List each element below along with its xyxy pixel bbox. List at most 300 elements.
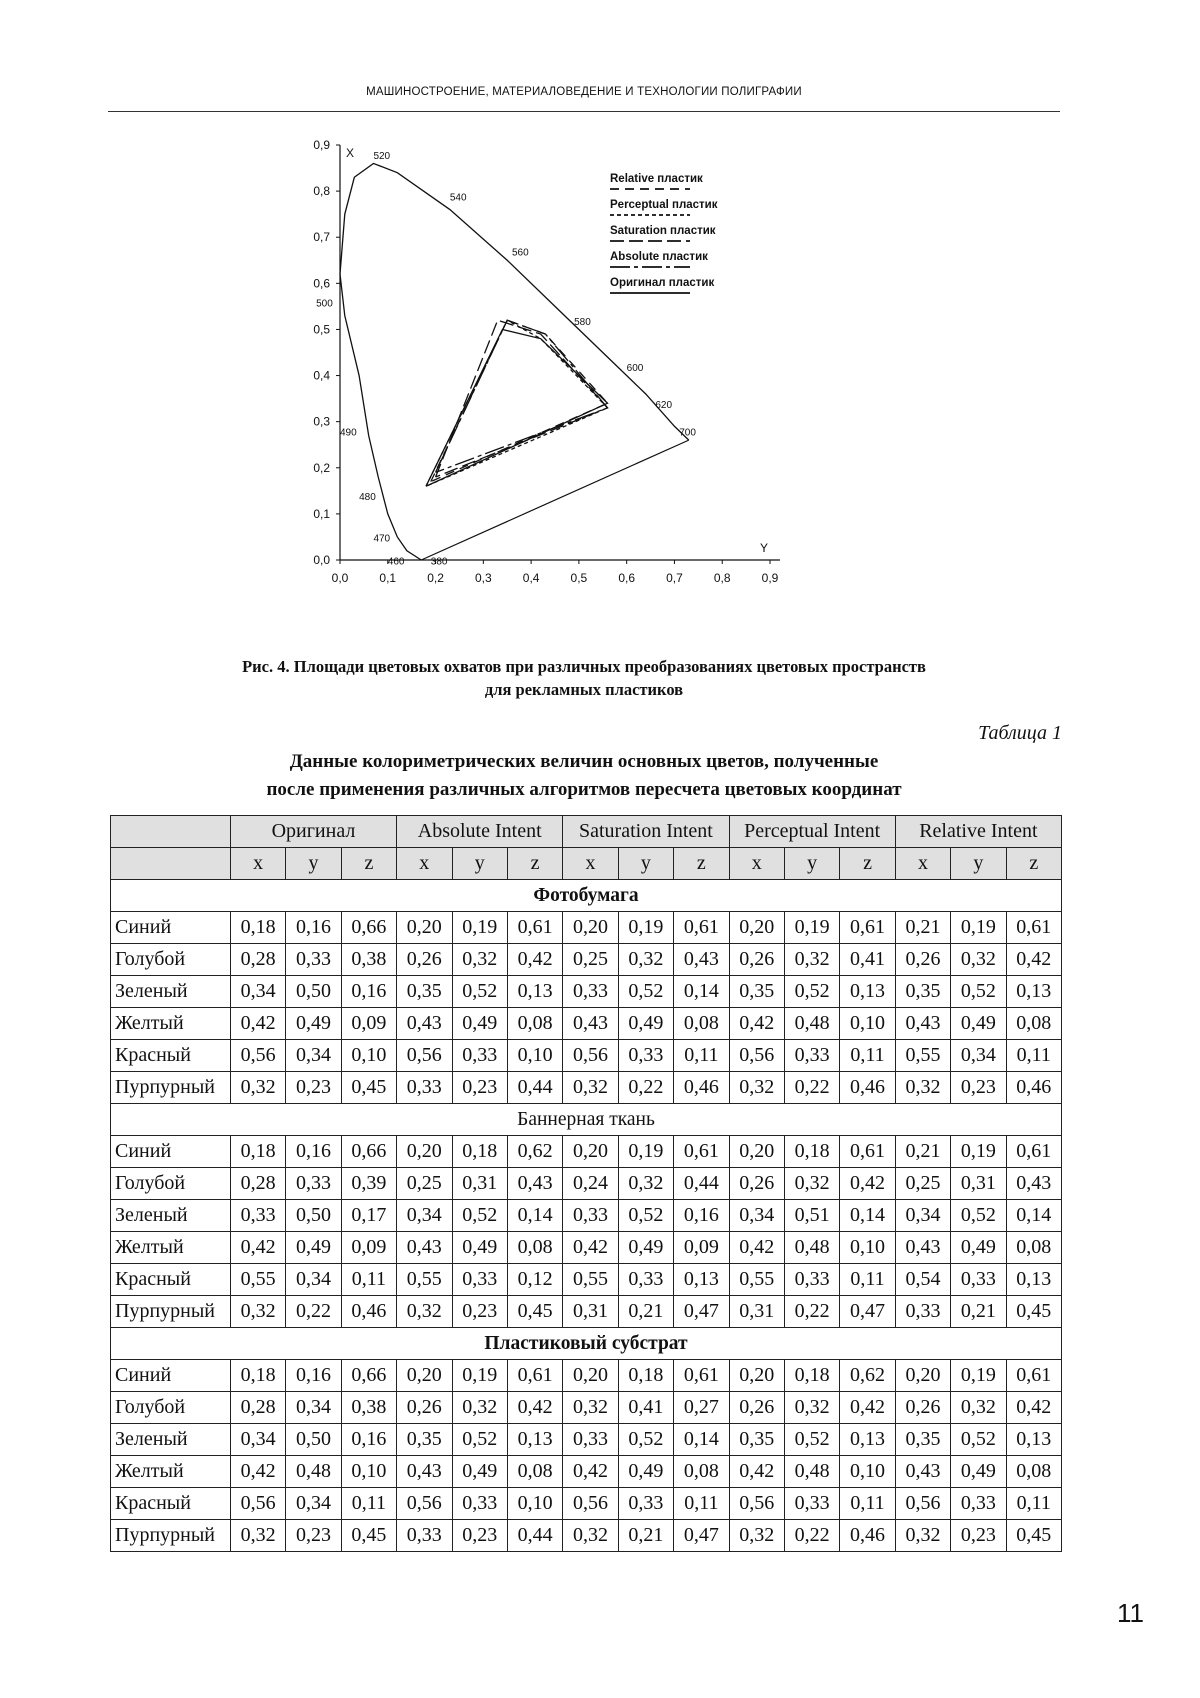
gamut-series-line (431, 320, 608, 481)
value-cell: 0,33 (784, 1264, 839, 1296)
value-cell: 0,11 (840, 1264, 895, 1296)
value-cell: 0,35 (397, 976, 452, 1008)
value-cell: 0,13 (1006, 1424, 1061, 1456)
value-cell: 0,66 (341, 1136, 396, 1168)
value-cell: 0,32 (452, 1392, 507, 1424)
group-header: Absolute Intent (397, 816, 563, 848)
value-cell: 0,23 (286, 1072, 341, 1104)
value-cell: 0,42 (1006, 1392, 1061, 1424)
purple-line (421, 440, 689, 560)
value-cell: 0,35 (729, 1424, 784, 1456)
value-cell: 0,10 (840, 1456, 895, 1488)
color-name-cell: Голубой (111, 1168, 231, 1200)
x-axis-title: Y (760, 541, 769, 555)
value-cell: 0,21 (951, 1296, 1006, 1328)
table-body (111, 880, 1062, 1552)
value-cell: 0,56 (563, 1488, 618, 1520)
axis-header: y (452, 848, 507, 880)
value-cell: 0,19 (951, 1360, 1006, 1392)
value-cell: 0,43 (397, 1456, 452, 1488)
color-name-cell: Зеленый (111, 1424, 231, 1456)
figure-caption (108, 655, 1060, 701)
y-tick-label: 0,0 (313, 553, 330, 567)
table-head (111, 816, 1062, 880)
color-name-cell: Голубой (111, 1392, 231, 1424)
group-header: Saturation Intent (563, 816, 729, 848)
y-tick-label: 0,3 (313, 414, 330, 429)
value-cell: 0,55 (397, 1264, 452, 1296)
value-cell: 0,14 (1006, 1200, 1061, 1232)
value-cell: 0,49 (951, 1232, 1006, 1264)
value-cell: 0,32 (729, 1520, 784, 1552)
value-cell: 0,49 (286, 1008, 341, 1040)
color-name-cell: Голубой (111, 944, 231, 976)
value-cell: 0,52 (951, 1200, 1006, 1232)
table-title-line-1: Данные колориметрических величин основных цветов, полученные (289, 751, 879, 772)
value-cell: 0,47 (674, 1520, 729, 1552)
value-cell: 0,25 (895, 1168, 950, 1200)
value-cell: 0,22 (286, 1296, 341, 1328)
value-cell: 0,34 (895, 1200, 950, 1232)
y-tick-label: 0,8 (313, 184, 330, 199)
value-cell: 0,35 (895, 1424, 950, 1456)
table-row (111, 1040, 1062, 1072)
axis-header: z (674, 848, 729, 880)
value-cell: 0,24 (563, 1168, 618, 1200)
value-cell: 0,13 (507, 1424, 562, 1456)
value-cell: 0,33 (563, 1200, 618, 1232)
value-cell: 0,33 (452, 1264, 507, 1296)
group-header: Perceptual Intent (729, 816, 895, 848)
value-cell: 0,18 (230, 1360, 285, 1392)
value-cell: 0,48 (784, 1456, 839, 1488)
table-row (111, 1200, 1062, 1232)
value-cell: 0,61 (507, 912, 562, 944)
value-cell: 0,11 (1006, 1040, 1061, 1072)
color-name-cell: Синий (111, 912, 231, 944)
value-cell: 0,21 (618, 1296, 673, 1328)
wavelength-label: 560 (512, 247, 529, 259)
value-cell: 0,49 (286, 1232, 341, 1264)
value-cell: 0,28 (230, 1168, 285, 1200)
value-cell: 0,13 (1006, 1264, 1061, 1296)
value-cell: 0,52 (951, 1424, 1006, 1456)
spectral-locus-curve (340, 163, 689, 560)
table-row (111, 912, 1062, 944)
value-cell: 0,33 (230, 1200, 285, 1232)
x-tick-label: 0,2 (427, 571, 444, 585)
value-cell: 0,22 (618, 1072, 673, 1104)
x-tick-label: 0,5 (570, 571, 588, 585)
value-cell: 0,19 (452, 1360, 507, 1392)
value-cell: 0,34 (286, 1392, 341, 1424)
section-title: Фотобумага (111, 880, 1062, 912)
value-cell: 0,08 (1006, 1456, 1061, 1488)
value-cell: 0,42 (840, 1392, 895, 1424)
axis-header: x (895, 848, 950, 880)
value-cell: 0,56 (729, 1488, 784, 1520)
value-cell: 0,14 (507, 1200, 562, 1232)
value-cell: 0,49 (452, 1008, 507, 1040)
value-cell: 0,11 (1006, 1488, 1061, 1520)
wavelength-label: 600 (626, 362, 644, 374)
value-cell: 0,11 (840, 1488, 895, 1520)
value-cell: 0,32 (397, 1296, 452, 1328)
wavelength-label: 620 (655, 399, 673, 411)
value-cell: 0,33 (618, 1040, 673, 1072)
table-row (111, 1520, 1062, 1552)
wavelength-label: 540 (449, 192, 467, 204)
value-cell: 0,08 (507, 1008, 562, 1040)
value-cell: 0,55 (563, 1264, 618, 1296)
value-cell: 0,49 (951, 1008, 1006, 1040)
value-cell: 0,09 (674, 1232, 729, 1264)
y-tick-label: 0,9 (313, 140, 330, 152)
gamut-series-line (426, 329, 608, 486)
value-cell: 0,23 (286, 1520, 341, 1552)
value-cell: 0,33 (452, 1040, 507, 1072)
value-cell: 0,31 (563, 1296, 618, 1328)
value-cell: 0,61 (507, 1360, 562, 1392)
value-cell: 0,26 (729, 1392, 784, 1424)
value-cell: 0,20 (397, 1360, 452, 1392)
value-cell: 0,33 (618, 1488, 673, 1520)
value-cell: 0,48 (784, 1232, 839, 1264)
y-tick-label: 0,5 (313, 322, 330, 337)
value-cell: 0,08 (1006, 1232, 1061, 1264)
value-cell: 0,32 (618, 1168, 673, 1200)
value-cell: 0,32 (230, 1072, 285, 1104)
y-tick-label: 0,7 (313, 230, 330, 245)
axis-header: z (507, 848, 562, 880)
value-cell: 0,48 (784, 1008, 839, 1040)
value-cell: 0,31 (729, 1296, 784, 1328)
value-cell: 0,33 (452, 1488, 507, 1520)
value-cell: 0,44 (507, 1520, 562, 1552)
value-cell: 0,32 (895, 1520, 950, 1552)
value-cell: 0,26 (895, 944, 950, 976)
value-cell: 0,52 (784, 976, 839, 1008)
value-cell: 0,42 (507, 1392, 562, 1424)
value-cell: 0,08 (507, 1456, 562, 1488)
value-cell: 0,46 (840, 1520, 895, 1552)
value-cell: 0,34 (286, 1264, 341, 1296)
value-cell: 0,32 (563, 1072, 618, 1104)
value-cell: 0,49 (951, 1456, 1006, 1488)
axis-header: y (951, 848, 1006, 880)
table-row (111, 1360, 1062, 1392)
value-cell: 0,10 (507, 1040, 562, 1072)
value-cell: 0,20 (397, 912, 452, 944)
y-tick-label: 0,4 (313, 368, 330, 383)
value-cell: 0,16 (674, 1200, 729, 1232)
value-cell: 0,43 (674, 944, 729, 976)
x-tick-label: 0,4 (522, 571, 540, 585)
value-cell: 0,11 (674, 1488, 729, 1520)
value-cell: 0,52 (452, 1424, 507, 1456)
table-row (111, 976, 1062, 1008)
figure-caption-line-1: Рис. 4. Площади цветовых охватов при различных преобразованиях цветовых пространств (242, 657, 926, 676)
value-cell: 0,32 (784, 944, 839, 976)
value-cell: 0,28 (230, 1392, 285, 1424)
y-tick-label: 0,6 (313, 276, 330, 291)
value-cell: 0,41 (618, 1392, 673, 1424)
value-cell: 0,55 (230, 1264, 285, 1296)
running-header: МАШИНОСТРОЕНИЕ, МАТЕРИАЛОВЕДЕНИЕ И ТЕХНОЛОГИИ ПОЛИГРАФИИ (366, 86, 802, 98)
value-cell: 0,62 (840, 1360, 895, 1392)
value-cell: 0,32 (784, 1392, 839, 1424)
axis-header: x (729, 848, 784, 880)
value-cell: 0,19 (784, 912, 839, 944)
value-cell: 0,32 (951, 1392, 1006, 1424)
value-cell: 0,17 (341, 1200, 396, 1232)
wavelength-label: 380 (430, 556, 448, 568)
value-cell: 0,10 (341, 1040, 396, 1072)
value-cell: 0,28 (230, 944, 285, 976)
value-cell: 0,22 (784, 1520, 839, 1552)
value-cell: 0,61 (674, 1360, 729, 1392)
color-name-cell: Зеленый (111, 1200, 231, 1232)
value-cell: 0,43 (895, 1232, 950, 1264)
value-cell: 0,41 (840, 944, 895, 976)
value-cell: 0,21 (618, 1520, 673, 1552)
x-tick-label: 0,7 (666, 571, 683, 585)
value-cell: 0,43 (397, 1008, 452, 1040)
value-cell: 0,45 (1006, 1296, 1061, 1328)
value-cell: 0,25 (563, 944, 618, 976)
value-cell: 0,08 (674, 1008, 729, 1040)
value-cell: 0,13 (507, 976, 562, 1008)
value-cell: 0,18 (784, 1136, 839, 1168)
value-cell: 0,19 (618, 912, 673, 944)
value-cell: 0,19 (452, 912, 507, 944)
table-row (111, 1424, 1062, 1456)
value-cell: 0,20 (563, 1360, 618, 1392)
value-cell: 0,38 (341, 1392, 396, 1424)
value-cell: 0,43 (397, 1232, 452, 1264)
value-cell: 0,18 (452, 1136, 507, 1168)
axis-header: z (1006, 848, 1061, 880)
table-row (111, 1168, 1062, 1200)
value-cell: 0,35 (397, 1424, 452, 1456)
colorimetric-table (110, 815, 1062, 1552)
value-cell: 0,34 (397, 1200, 452, 1232)
value-cell: 0,21 (895, 1136, 950, 1168)
value-cell: 0,42 (230, 1008, 285, 1040)
legend-label: Relative пластик (610, 173, 703, 185)
value-cell: 0,32 (784, 1168, 839, 1200)
wavelength-label: 580 (574, 316, 591, 328)
value-cell: 0,43 (507, 1168, 562, 1200)
section-title: Пластиковый субстрат (111, 1328, 1062, 1360)
value-cell: 0,13 (674, 1264, 729, 1296)
value-cell: 0,34 (286, 1488, 341, 1520)
value-cell: 0,20 (563, 1136, 618, 1168)
value-cell: 0,34 (951, 1040, 1006, 1072)
page-number: 11 (1117, 1598, 1144, 1628)
value-cell: 0,33 (951, 1264, 1006, 1296)
value-cell: 0,20 (563, 912, 618, 944)
value-cell: 0,66 (341, 1360, 396, 1392)
wavelength-label: 480 (359, 492, 376, 504)
value-cell: 0,43 (895, 1456, 950, 1488)
value-cell: 0,20 (729, 912, 784, 944)
value-cell: 0,46 (341, 1296, 396, 1328)
value-cell: 0,32 (729, 1072, 784, 1104)
value-cell: 0,42 (563, 1456, 618, 1488)
value-cell: 0,61 (1006, 1360, 1061, 1392)
value-cell: 0,18 (230, 1136, 285, 1168)
table-label: Таблица 1 (978, 722, 1062, 744)
value-cell: 0,52 (452, 1200, 507, 1232)
wavelength-label: 500 (316, 298, 333, 310)
value-cell: 0,44 (674, 1168, 729, 1200)
value-cell: 0,42 (729, 1008, 784, 1040)
cie-chromaticity-chart (300, 140, 860, 650)
wavelength-label: 700 (679, 427, 696, 439)
gamut-series-line (426, 320, 608, 486)
value-cell: 0,32 (563, 1392, 618, 1424)
value-cell: 0,32 (563, 1520, 618, 1552)
table-row (111, 1456, 1062, 1488)
value-cell: 0,32 (895, 1072, 950, 1104)
value-cell: 0,21 (895, 912, 950, 944)
value-cell: 0,19 (951, 912, 1006, 944)
value-cell: 0,44 (507, 1072, 562, 1104)
value-cell: 0,10 (507, 1488, 562, 1520)
value-cell: 0,11 (674, 1040, 729, 1072)
axis-header: y (618, 848, 673, 880)
value-cell: 0,61 (1006, 1136, 1061, 1168)
color-name-cell: Желтый (111, 1456, 231, 1488)
value-cell: 0,46 (1006, 1072, 1061, 1104)
value-cell: 0,56 (729, 1040, 784, 1072)
value-cell: 0,31 (452, 1168, 507, 1200)
table-row (111, 944, 1062, 976)
value-cell: 0,50 (286, 1424, 341, 1456)
value-cell: 0,52 (618, 1200, 673, 1232)
value-cell: 0,14 (674, 976, 729, 1008)
value-cell: 0,33 (895, 1296, 950, 1328)
value-cell: 0,42 (1006, 944, 1061, 976)
x-tick-label: 0,3 (474, 571, 492, 585)
value-cell: 0,46 (840, 1072, 895, 1104)
value-cell: 0,66 (341, 912, 396, 944)
value-cell: 0,35 (729, 976, 784, 1008)
value-cell: 0,34 (286, 1040, 341, 1072)
value-cell: 0,20 (729, 1360, 784, 1392)
value-cell: 0,16 (341, 976, 396, 1008)
value-cell: 0,42 (230, 1456, 285, 1488)
value-cell: 0,16 (286, 912, 341, 944)
legend-label: Perceptual пластик (610, 199, 718, 211)
value-cell: 0,45 (341, 1072, 396, 1104)
header-corner (111, 848, 231, 880)
value-cell: 0,62 (507, 1136, 562, 1168)
x-tick-label: 0,0 (331, 571, 349, 585)
value-cell: 0,56 (397, 1040, 452, 1072)
color-name-cell: Желтый (111, 1232, 231, 1264)
value-cell: 0,13 (840, 976, 895, 1008)
table-row (111, 1488, 1062, 1520)
value-cell: 0,33 (784, 1488, 839, 1520)
value-cell: 0,50 (286, 976, 341, 1008)
color-name-cell: Красный (111, 1040, 231, 1072)
value-cell: 0,32 (618, 944, 673, 976)
color-name-cell: Красный (111, 1488, 231, 1520)
value-cell: 0,61 (840, 912, 895, 944)
value-cell: 0,22 (784, 1296, 839, 1328)
value-cell: 0,56 (563, 1040, 618, 1072)
x-tick-label: 0,9 (761, 571, 779, 585)
value-cell: 0,09 (341, 1008, 396, 1040)
value-cell: 0,45 (341, 1520, 396, 1552)
value-cell: 0,18 (618, 1360, 673, 1392)
value-cell: 0,49 (618, 1232, 673, 1264)
value-cell: 0,23 (452, 1520, 507, 1552)
value-cell: 0,14 (674, 1424, 729, 1456)
wavelength-label: 490 (340, 427, 357, 439)
axis-header: x (230, 848, 285, 880)
gamut-series-line (436, 320, 608, 477)
value-cell: 0,33 (397, 1520, 452, 1552)
value-cell: 0,12 (507, 1264, 562, 1296)
value-cell: 0,11 (840, 1040, 895, 1072)
group-header: Relative Intent (895, 816, 1061, 848)
color-name-cell: Зеленый (111, 976, 231, 1008)
value-cell: 0,42 (507, 944, 562, 976)
value-cell: 0,49 (618, 1008, 673, 1040)
legend-label: Saturation пластик (610, 225, 716, 237)
value-cell: 0,43 (895, 1008, 950, 1040)
value-cell: 0,23 (452, 1296, 507, 1328)
value-cell: 0,45 (1006, 1520, 1061, 1552)
table-row (111, 1392, 1062, 1424)
value-cell: 0,26 (729, 1168, 784, 1200)
section-row (111, 880, 1062, 912)
value-cell: 0,33 (951, 1488, 1006, 1520)
axis-header: z (341, 848, 396, 880)
table-row (111, 1264, 1062, 1296)
value-cell: 0,23 (951, 1520, 1006, 1552)
value-cell: 0,42 (729, 1456, 784, 1488)
color-name-cell: Пурпурный (111, 1072, 231, 1104)
value-cell: 0,26 (895, 1392, 950, 1424)
value-cell: 0,13 (1006, 976, 1061, 1008)
value-cell: 0,52 (452, 976, 507, 1008)
color-name-cell: Красный (111, 1264, 231, 1296)
table-row (111, 1072, 1062, 1104)
value-cell: 0,10 (840, 1232, 895, 1264)
color-name-cell: Желтый (111, 1008, 231, 1040)
value-cell: 0,26 (397, 1392, 452, 1424)
value-cell: 0,35 (895, 976, 950, 1008)
axis-header: y (784, 848, 839, 880)
value-cell: 0,26 (397, 944, 452, 976)
color-name-cell: Пурпурный (111, 1520, 231, 1552)
value-cell: 0,34 (230, 1424, 285, 1456)
color-name-cell: Синий (111, 1136, 231, 1168)
value-cell: 0,20 (895, 1360, 950, 1392)
value-cell: 0,56 (397, 1488, 452, 1520)
value-cell: 0,18 (230, 912, 285, 944)
color-name-cell: Синий (111, 1360, 231, 1392)
value-cell: 0,49 (618, 1456, 673, 1488)
value-cell: 0,08 (674, 1456, 729, 1488)
value-cell: 0,13 (840, 1424, 895, 1456)
value-cell: 0,61 (674, 1136, 729, 1168)
value-cell: 0,61 (840, 1136, 895, 1168)
